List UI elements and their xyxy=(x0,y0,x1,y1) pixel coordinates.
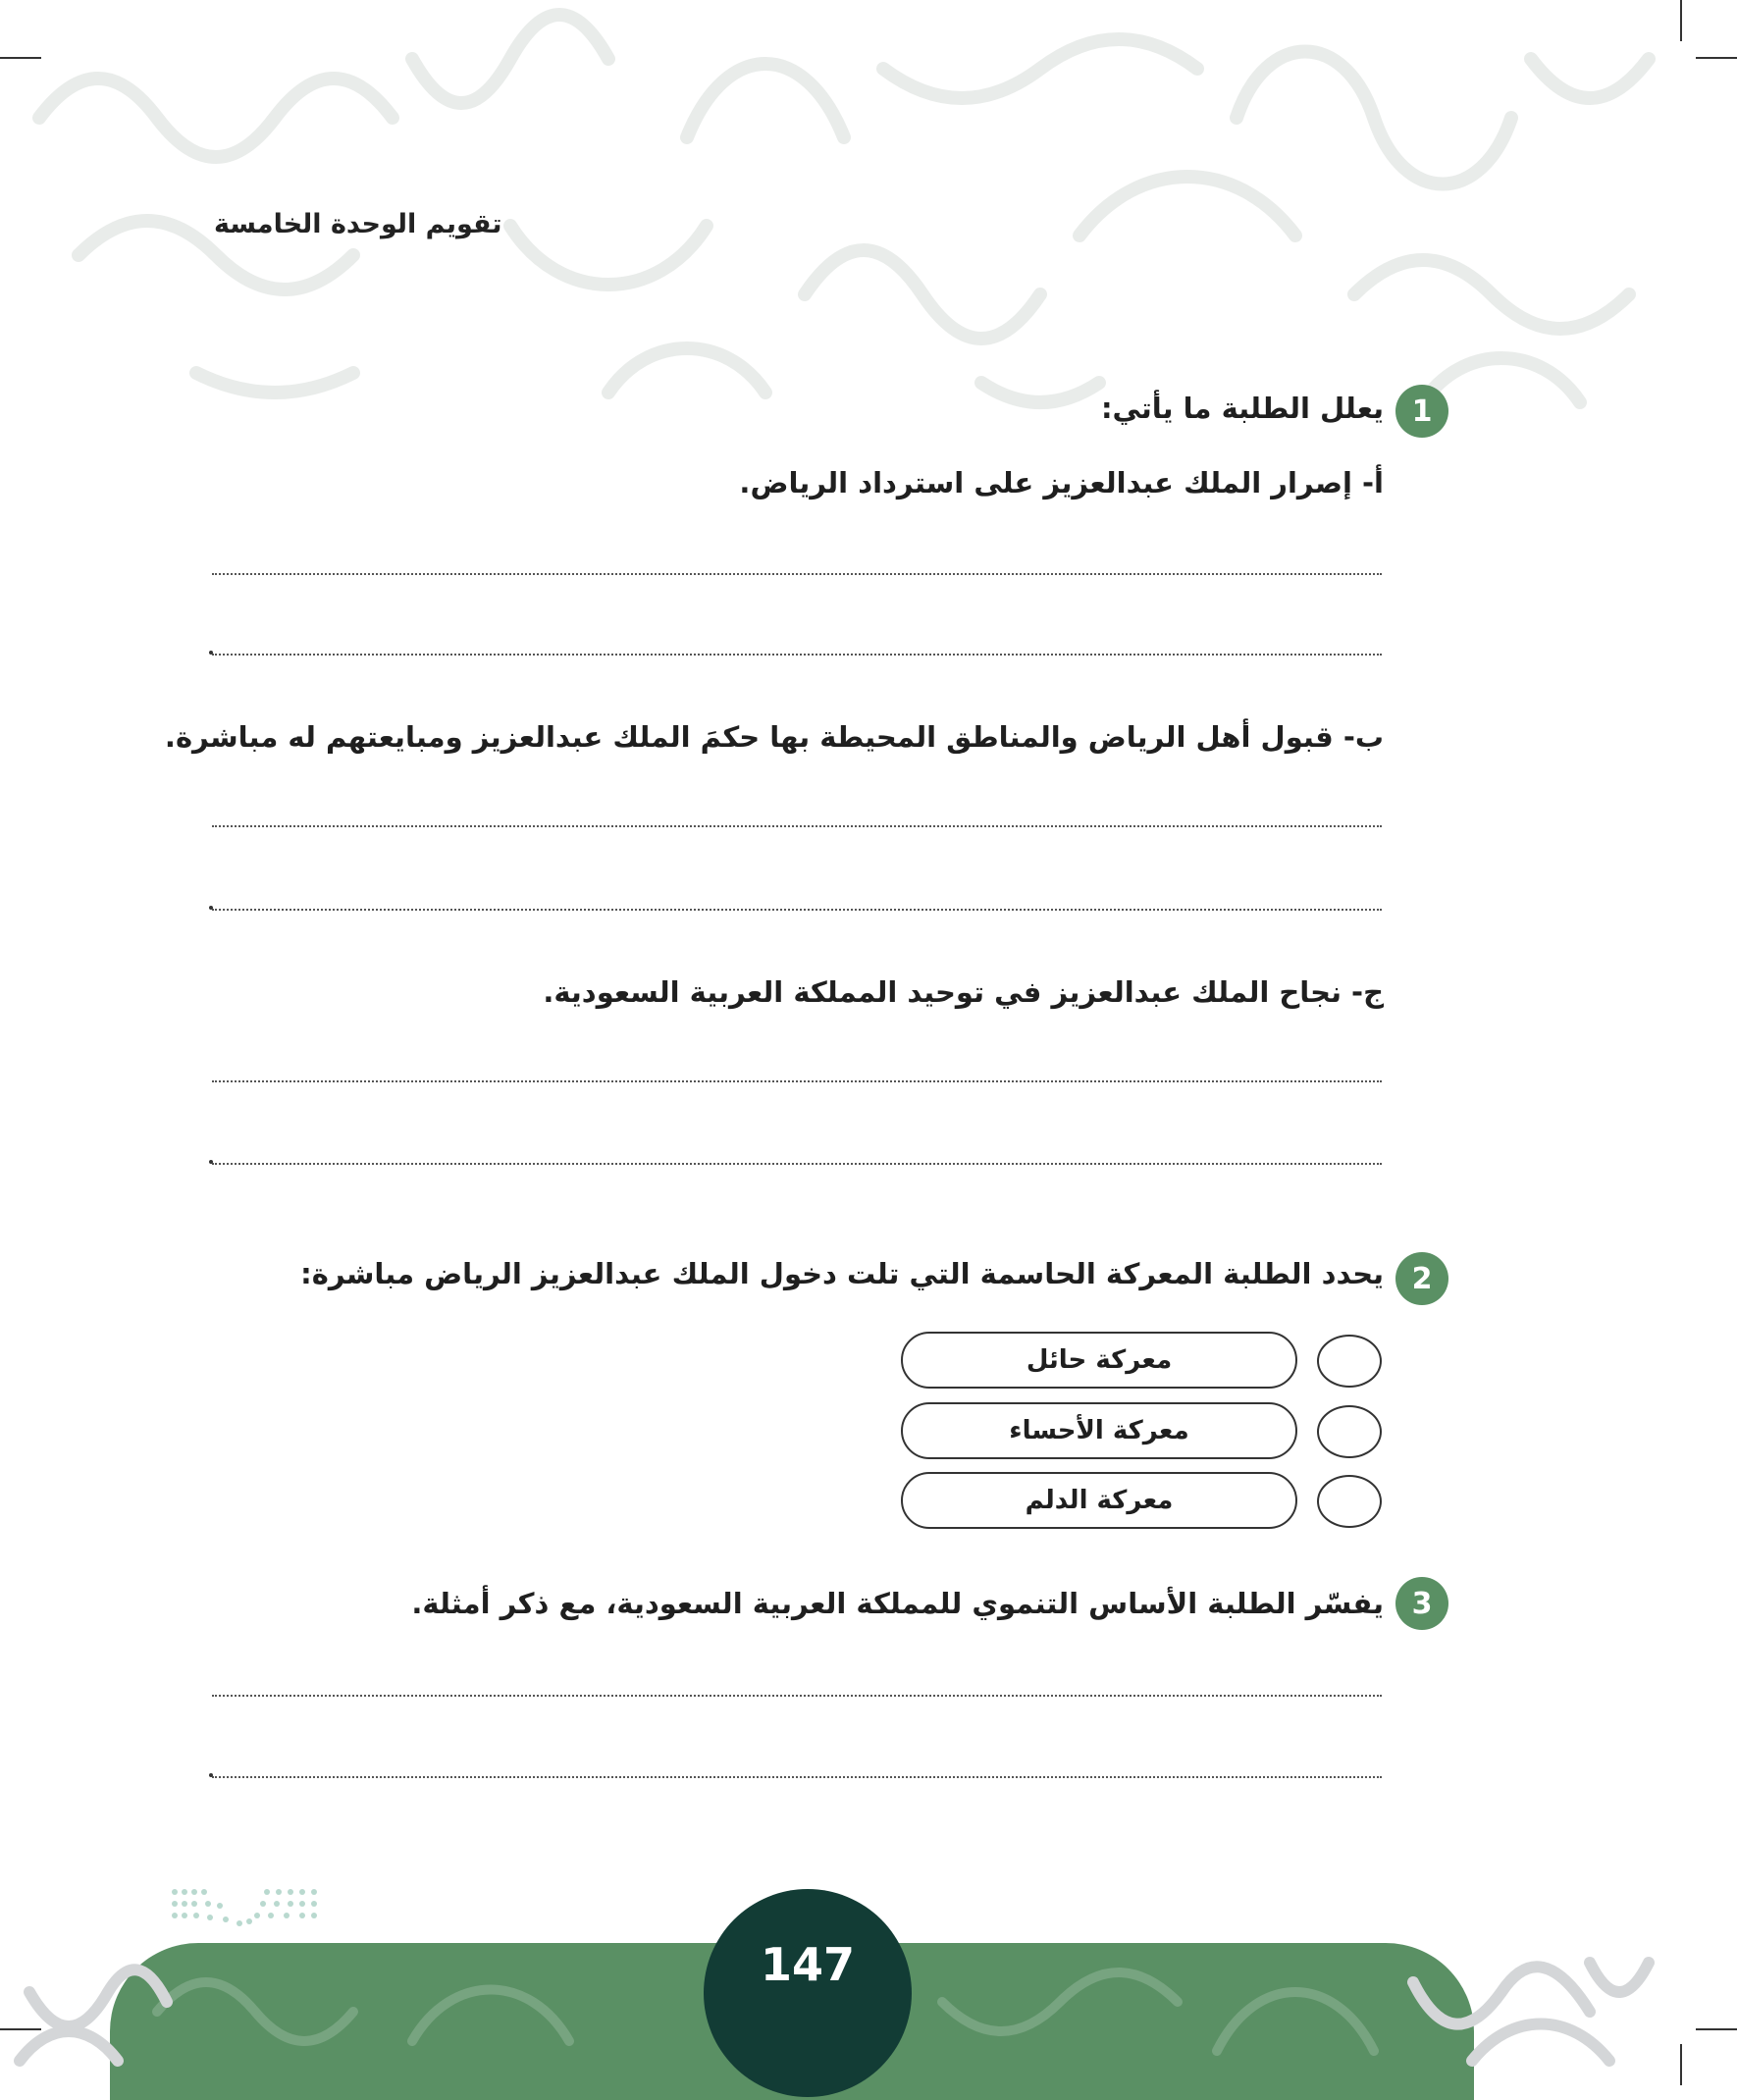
option-label: معركة الدلم xyxy=(901,1472,1297,1529)
question-3-text: يفسّر الطلبة الأساس التنموي للمملكة العربية السعودية، مع ذكر أمثلة. xyxy=(411,1587,1384,1620)
answer-line[interactable] xyxy=(212,1695,1382,1697)
crop-mark xyxy=(1680,0,1682,41)
crop-mark xyxy=(1696,57,1737,59)
question-1-item-a: أ- إصرار الملك عبدالعزيز على استرداد الرياض. xyxy=(739,466,1384,499)
answer-line[interactable] xyxy=(212,1163,1382,1165)
option-checkbox[interactable] xyxy=(1317,1335,1382,1388)
option-label: معركة الأحساء xyxy=(901,1402,1297,1459)
option-label: معركة حائل xyxy=(901,1332,1297,1389)
option-checkbox[interactable] xyxy=(1317,1405,1382,1458)
answer-line[interactable] xyxy=(212,573,1382,575)
answer-line[interactable] xyxy=(212,1776,1382,1778)
option-checkbox[interactable] xyxy=(1317,1475,1382,1528)
question-1-text: يعلل الطلبة ما يأتي: xyxy=(1100,392,1384,425)
question-number-badge: 3 xyxy=(1395,1577,1448,1630)
question-2-text: يحدد الطلبة المعركة الحاسمة التي تلت دخول الملك عبدالعزيز الرياض مباشرة: xyxy=(300,1257,1384,1290)
answer-line[interactable] xyxy=(212,909,1382,911)
question-1-item-c: ج- نجاح الملك عبدالعزيز في توحيد المملكة العربية السعودية. xyxy=(543,975,1384,1009)
question-number-badge: 2 xyxy=(1395,1252,1448,1305)
answer-line[interactable] xyxy=(212,825,1382,827)
question-1-item-b: ب- قبول أهل الرياض والمناطق المحيطة بها حكمَ الملك عبدالعزيز ومبايعتهم له مباشرة. xyxy=(164,720,1384,754)
crop-mark xyxy=(0,57,41,59)
page-number: 147 xyxy=(704,1889,912,2097)
unit-title: تقويم الوحدة الخامسة xyxy=(214,209,502,239)
answer-line[interactable] xyxy=(212,1080,1382,1082)
answer-line[interactable] xyxy=(212,654,1382,656)
question-number-badge: 1 xyxy=(1395,385,1448,438)
